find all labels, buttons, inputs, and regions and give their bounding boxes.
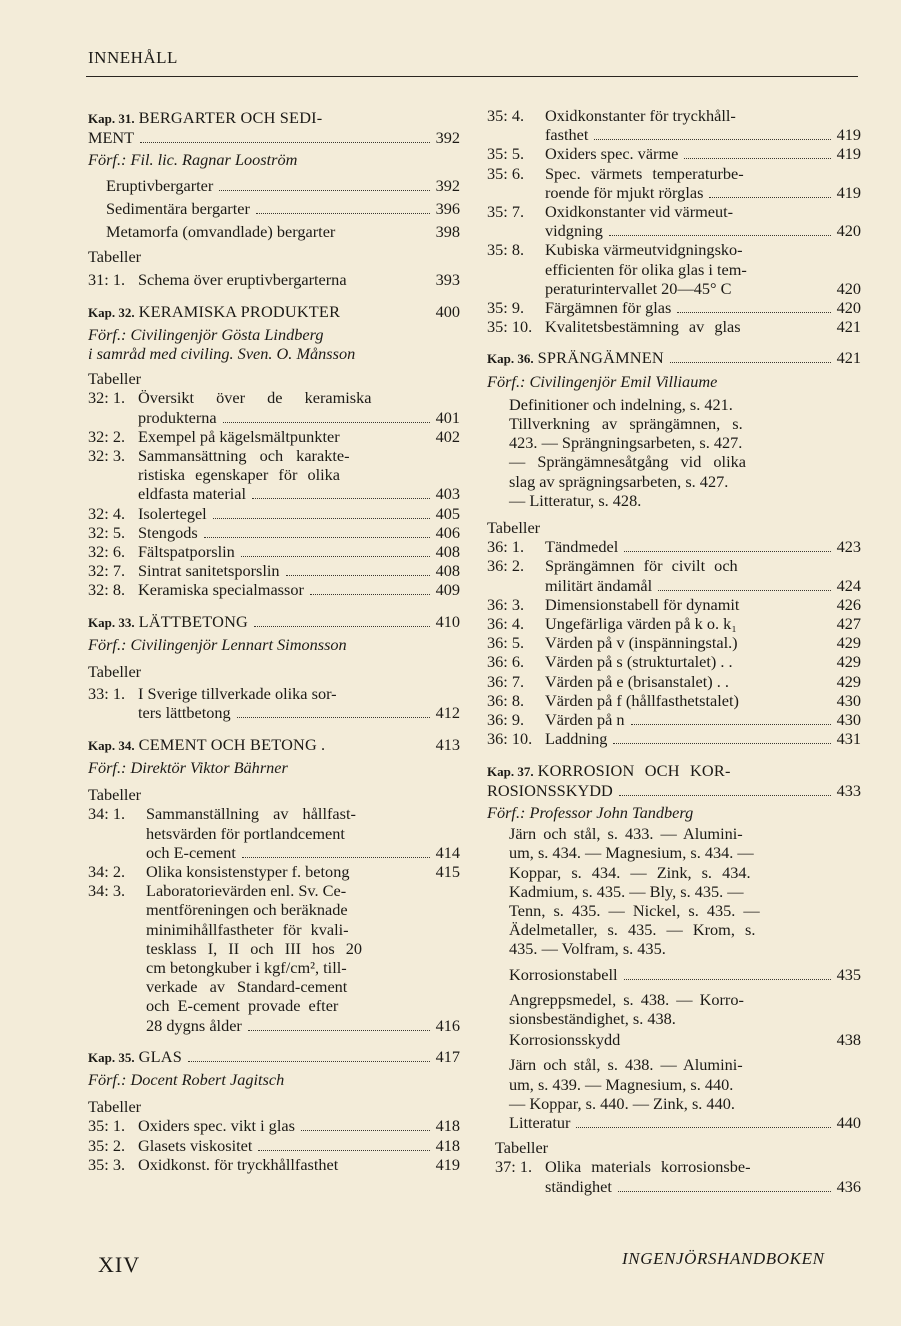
table-entry: 34: 3. Laboratorievärden enl. Sv. Ce- — [88, 881, 347, 901]
tables-label: Tabeller — [88, 247, 142, 267]
table-entry-cont: ristiska egenskaper för olika — [138, 465, 341, 485]
chapter-36-summary: Definitioner och indelning, s. 421. Tillverkning av sprängämnen, s. 423. — Sprängningsarbeten, s. 427. — Sprängämnesåtgång vid olika slag av sprägningsarbeten, s. 427. — Litteratur, s. 428. — [509, 394, 746, 510]
table-entry-cont: 28 dygns ålder 416 — [146, 1015, 460, 1035]
chapter-31-heading-cont: MENT 392 — [88, 128, 460, 148]
chapter-37-heading: Kap. 37. KORROSION OCH KOR- — [487, 760, 731, 780]
chapter-33-heading: Kap. 33. LÄTTBETONG 410 — [88, 611, 460, 631]
table-entry: 32: 8. Keramiska specialmassor 409 — [88, 580, 460, 600]
chapter-31-author: Förf.: Fil. lic. Ragnar Looström — [88, 150, 298, 170]
tables-label: Tabeller — [495, 1138, 549, 1158]
table-entry: 34: 2. Olika konsistenstyper f. betong 415 — [88, 861, 460, 881]
chapter-32-author-cont: i samråd med civiling. Sven. O. Månsson — [88, 344, 356, 364]
table-entry: 36: 9. Värden på n 430 — [487, 710, 861, 730]
tables-label: Tabeller — [88, 1097, 142, 1117]
right-column — [487, 106, 861, 1196]
table-entry: 34: 1. Sammanställning av hållfast- — [88, 804, 356, 824]
table-entry-cont: produkterna 401 — [138, 407, 460, 427]
table-entry: 36: 4. Ungefärliga värden på k o. k₁ 427 — [487, 614, 861, 634]
table-entry: 36: 5. Värden på v (inspänningstal.) 429 — [487, 633, 861, 653]
corrosion-protection-summary: Järn och stål, s. 438. — Alumini- um, s. 439. — Magnesium, s. 440. — Koppar, s. 440. — Zink, s. 440. — [509, 1055, 743, 1113]
table-entry: 32: 3. Sammansättning och karakte- — [88, 446, 350, 466]
tables-label: Tabeller — [88, 785, 142, 805]
table-entry-cont: vidgning 420 — [545, 221, 861, 241]
header-rule — [86, 76, 858, 77]
table-entry-cont: eldfasta material 403 — [138, 484, 460, 504]
chapter-36-heading: Kap. 36. SPRÄNGÄMNEN 421 — [487, 348, 861, 368]
chapter-35-heading: Kap. 35. GLAS 417 — [88, 1046, 460, 1066]
table-entry-cont: cm betongkuber i kgf/cm², till- — [146, 957, 347, 977]
table-entry-cont: roende för mjukt rörglas 419 — [545, 182, 861, 202]
chapter-31-heading: Kap. 31. BERGARTER OCH SEDI- — [88, 108, 323, 127]
table-entry-cont: ständighet 436 — [545, 1176, 861, 1196]
table-entry: 35: 1. Oxiders spec. vikt i glas 418 — [88, 1116, 460, 1136]
table-entry-cont: ters lättbetong 412 — [138, 703, 460, 723]
table-entry: 35: 8. Kubiska värmeutvidgningsko- — [487, 240, 743, 260]
chapter-36-author: Förf.: Civilingenjör Emil Villiaume — [487, 371, 718, 391]
table-entry-cont: och E-cement 414 — [146, 842, 460, 862]
table-entry: 36: 7. Värden på e (brisanstalet) . . 429 — [487, 671, 861, 691]
chapter-32-author: Förf.: Civilingenjör Gösta Lindberg — [88, 324, 324, 344]
chapter-37-author: Förf.: Professor John Tandberg — [487, 802, 694, 822]
table-entry: 32: 4. Isolertegel 405 — [88, 503, 460, 523]
table-entry-cont: peraturintervallet 20—45° C 420 — [545, 278, 861, 298]
table-entry: 35: 3. Oxidkonst. för tryckhållfasthet 419 — [88, 1154, 460, 1174]
toc-entry: Eruptivbergarter 392 — [106, 175, 460, 195]
running-header: INNEHÅLL — [88, 48, 178, 67]
table-entry: 32: 1. Översikt över de keramiska — [88, 388, 372, 408]
table-entry-cont: hetsvärden för portlandcement — [146, 823, 345, 843]
table-entry: 35: 2. Glasets viskositet 418 — [88, 1135, 460, 1155]
chapter-37-summary: Järn och stål, s. 433. — Alumini- um, s. 434. — Magnesium, s. 434. — Koppar, s. 434. — Zink, s. 434. Kadmium, s. 435. — Bly, s. 435. — Tenn, s. 435. — Nickel, s. 435. — Ädelmetaller, s. 435. — Krom, s. 435. — Volfram, s. 435. — [509, 824, 760, 959]
table-entry: 35: 6. Spec. värmets temperaturbe- — [487, 163, 744, 183]
table-entry: 37: 1. Olika materials korrosionsbe- — [495, 1157, 751, 1177]
table-entry: 36: 2. Sprängämnen för civilt och — [487, 556, 738, 576]
running-footer: INGENJÖRSHANDBOKEN — [622, 1249, 825, 1268]
table-entry: 35: 5. Oxiders spec. värme 419 — [487, 144, 861, 164]
toc-entry: Metamorfa (omvandlade) bergarter 398 — [106, 222, 460, 242]
toc-entry: Korrosionstabell 435 — [509, 964, 861, 984]
chapter-33-author: Förf.: Civilingenjör Lennart Simonsson — [88, 634, 347, 654]
toc-entry: Sedimentära bergarter 396 — [106, 198, 460, 218]
table-entry-cont: efficienten för olika glas i tem- — [545, 259, 747, 279]
page-number: XIV — [98, 1252, 141, 1277]
chapter-34-heading: Kap. 34. CEMENT OCH BETONG . 413 — [88, 734, 460, 754]
table-entry-cont: och E-cement provade efter — [146, 996, 339, 1016]
table-entry-cont: verkade av Standard-cement — [146, 977, 348, 997]
table-entry: 35: 10. Kvalitetsbestämning av glas 421 — [487, 317, 861, 337]
table-entry: 36: 6. Värden på s (strukturtalet) . . 429 — [487, 652, 861, 672]
table-entry: 32: 2. Exempel på kägelsmältpunkter 402 — [88, 426, 460, 446]
tables-label: Tabeller — [88, 369, 142, 389]
toc-entry: Litteratur 440 — [509, 1112, 861, 1132]
table-entry-cont: mentföreningen och beräknade — [146, 900, 348, 920]
chapter-35-author: Förf.: Docent Robert Jagitsch — [88, 1069, 285, 1089]
tables-label: Tabeller — [88, 662, 142, 682]
table-entry-cont: fasthet 419 — [545, 125, 861, 145]
tables-label: Tabeller — [487, 518, 541, 538]
table-entry-cont: tesklass I, II och III hos 20 — [146, 938, 363, 958]
table-entry: 32: 7. Sintrat sanitetsporslin 408 — [88, 561, 460, 581]
table-entry: 36: 1. Tändmedel 423 — [487, 537, 861, 557]
chapter-37-heading-cont: ROSIONSSKYDD 433 — [487, 780, 861, 800]
table-entry: 36: 3. Dimensionstabell för dynamit 426 — [487, 594, 861, 614]
table-entry: 35: 7. Oxidkonstanter vid värmeut- — [487, 202, 734, 222]
table-entry: 35: 9. Färgämnen för glas 420 — [487, 298, 861, 318]
toc-entry: Korrosionsskydd 438 — [509, 1030, 861, 1050]
table-entry: 32: 5. Stengods 406 — [88, 522, 460, 542]
table-entry: 33: 1. I Sverige tillverkade olika sor- — [88, 684, 337, 704]
table-entry: 32: 6. Fältspatporslin 408 — [88, 542, 460, 562]
table-entry: 36: 10. Laddning 431 — [487, 729, 861, 749]
table-entry: 31: 1. Schema över eruptivbergarterna 393 — [88, 270, 460, 290]
table-entry: 35: 4. Oxidkonstanter för tryckhåll- — [487, 106, 736, 125]
table-entry-cont: minimihållfastheter för kvali- — [146, 919, 349, 939]
chapter-34-author: Förf.: Direktör Viktor Bährner — [88, 757, 288, 777]
chapter-32-heading: Kap. 32. KERAMISKA PRODUKTER 400 — [88, 301, 460, 321]
corrosion-agents-summary: Angreppsmedel, s. 438. — Korro- sionsbeständighet, s. 438. — [509, 989, 744, 1028]
left-column — [88, 108, 460, 1174]
table-entry-cont: militärt ändamål 424 — [545, 575, 861, 595]
table-entry: 36: 8. Värden på f (hållfasthetstalet) 430 — [487, 690, 861, 710]
